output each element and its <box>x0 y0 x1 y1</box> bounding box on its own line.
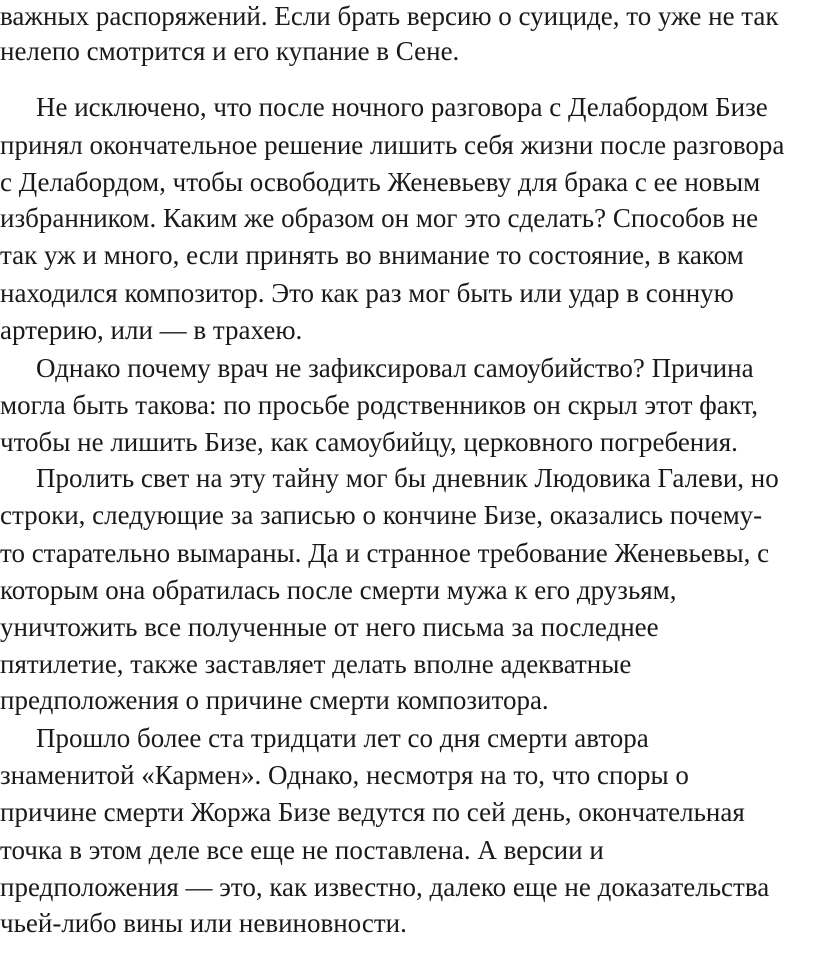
text-line: знаменитой «Кармен». Однако, несмотря на то, что споры о <box>0 760 689 790</box>
text-line: предположения о причине смерти композитора. <box>0 685 549 715</box>
text-line: Пролить свет на эту тайну мог бы дневник Людовика Галеви, но <box>36 463 779 493</box>
text-line: находился композитор. Это как раз мог быть или удар в сонную <box>0 278 734 308</box>
text-line: с Делабордом, чтобы освободить Женевьеву для брака с ее новым <box>0 167 761 197</box>
text-line: артерию, или — в трахею. <box>0 315 303 345</box>
text-line: Однако почему врач не зафиксировал самоубийство? Причина <box>36 353 754 383</box>
text-line: пятилетие, также заставляет делать вполне адекватные <box>0 649 632 679</box>
text-line: так уж и много, если принять во внимание то состояние, в каком <box>0 240 744 270</box>
text-line: чтобы не лишить Бизе, как самоубийцу, церковного погребения. <box>0 427 738 457</box>
text-line: причине смерти Жоржа Бизе ведутся по сей день, окончательная <box>0 797 745 827</box>
text-line: важных распоряжений. Если брать версию о суициде, то уже не так <box>0 1 779 31</box>
text-line: предположения — это, как известно, далеко еще не доказательства <box>0 872 770 902</box>
text-line: избранником. Каким же образом он мог это сделать? Способов не <box>0 203 759 233</box>
text-line: могла быть такова: по просьбе родственников он скрыл этот факт, <box>0 390 759 420</box>
text-line: чьей-либо вины или невиновности. <box>0 908 407 938</box>
text-line: Не исключено, что после ночного разговора с Делабордом Бизе <box>36 92 768 122</box>
text-line: уничтожить все полученные от него письма за последнее <box>0 612 659 642</box>
text-line: то старательно вымараны. Да и странное требование Женевьевы, с <box>0 538 770 568</box>
text-line: строки, следующие за записью о кончине Бизе, оказались почему- <box>0 500 763 530</box>
text-line: Прошло более ста тридцати лет со дня смерти автора <box>36 723 649 753</box>
text-line: точка в этом деле все еще не поставлена. А версии и <box>0 835 604 865</box>
text-line: принял окончательное решение лишить себя жизни после разговора <box>0 130 785 160</box>
text-line: нелепо смотрится и его купание в Сене. <box>0 36 460 66</box>
text-line: которым она обратилась после смерти мужа к его друзьям, <box>0 575 677 605</box>
